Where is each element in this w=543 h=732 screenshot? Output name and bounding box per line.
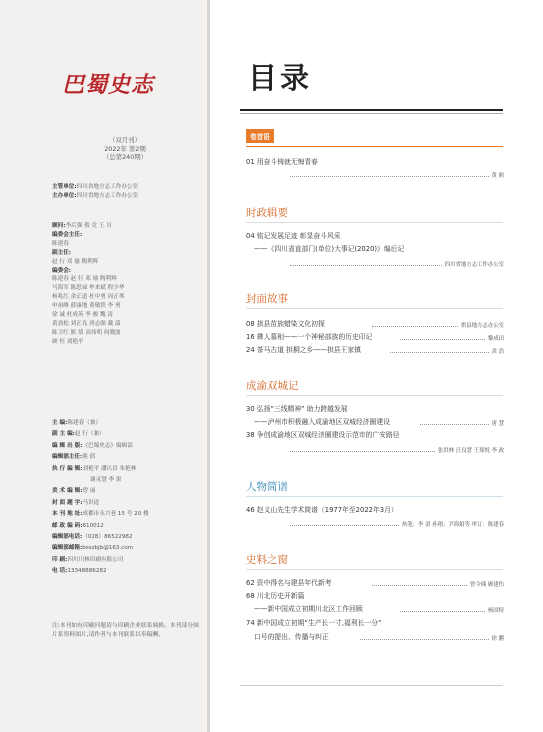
section-rule (246, 308, 503, 309)
toc-author: 执笔：李 滔 孙翔；尹海娟等 审订：陈建春 (401, 522, 504, 528)
editor-line: 印 刷:四川川林印刷有限公司 (52, 556, 124, 563)
section-rule (246, 222, 503, 223)
staff-line: 陈建春 赵 行 邓 瑜 陶利辉 (52, 276, 117, 283)
toc-author: 曾令瑀 顾建伤 (469, 582, 504, 588)
editor-line: 封 面 题 字:马识途 (52, 499, 100, 506)
toc-entry[interactable]: 30 弘扬“三线精神” 助力跨越发展 (246, 405, 348, 413)
sponsor-block (52, 183, 138, 201)
toc-title: 目录 (248, 61, 313, 95)
staff-line: 赵 行 邓 瑜 陶利辉 (52, 258, 99, 265)
toc-leader (290, 446, 504, 454)
toc-entry[interactable]: 38 争创成渝地区双城经济圈建设示范市的广安路径 (246, 431, 400, 439)
section-rule (246, 496, 503, 497)
toc-entry[interactable]: 68 川北历史开新篇 (246, 592, 305, 600)
editor-line: 主 编:陈建春（兼） (52, 420, 101, 426)
toc-entry[interactable]: 16 彝人慕相——一个神秘部族的历史印记 (246, 333, 373, 341)
section-rule (246, 146, 503, 147)
editor-line: 电 话:13348886282 (52, 568, 107, 575)
toc-leader (360, 634, 504, 642)
title-rule-thin (240, 113, 503, 114)
toc-subtitle: ——泸州市积极融入成渝地区双城经济圈建设 (254, 418, 390, 426)
toc-leader (372, 321, 504, 329)
staff-line: 徐 诚 杜成英 李 骏 魏 涛 (52, 312, 114, 319)
toc-leader (400, 334, 504, 342)
editor-line: 美 术 编 辑:曾 丽 (52, 488, 96, 495)
issue-total: （总第240期） (102, 153, 148, 161)
toc-subtitle: ——《四川省直部门(单位)大事记(2020)》编后记 (254, 245, 405, 253)
editor-line: 执 行 编 辑:刘艳平 潘认岩 朱艳林 (52, 465, 137, 472)
staff-line: 编委会主任: (52, 231, 83, 238)
staff-line: 顾问:李后强 蔡 竞 王 川 (52, 223, 112, 229)
section-heading: 人物简谱 (246, 481, 288, 493)
staff-line: 顾 恒 刘艳平 (52, 338, 84, 345)
section-heading: 成渝双城记 (246, 380, 299, 392)
editors-block (52, 418, 149, 578)
section-heading: 封面故事 (246, 293, 288, 305)
section-rule (246, 569, 503, 570)
toc-author: 杨国特 (487, 608, 504, 614)
editor-line: 邮 政 编 码:610012 (52, 522, 104, 529)
editor-line: 谢灵慧 李 果 (90, 477, 122, 484)
toc-author: 黎成田 (487, 336, 504, 342)
toc-author: 张洪林 汪良慧 王郑悦 李 政 (437, 448, 504, 454)
editor-line: 编辑部电话:（028）86522982 (52, 534, 133, 541)
toc-author: 徐 鹏 (491, 636, 504, 642)
copyright-note: 注:本刊如有印刷问题请与印刷企业联系调换。本刊部分图片系资料图片,请作者与本刊联系以奉稿酬。 (52, 623, 199, 639)
magazine-logo: 巴蜀史志 (62, 72, 155, 98)
staff-line: 陈卫红 熊 倩 高伟明 何晓波 (52, 329, 121, 336)
staff-line: 黄劲松 刘正良 唐志强 戴 韶 (52, 320, 121, 327)
toc-leader (400, 606, 504, 614)
sponsor-line: 主办单位:四川省地方志工作办公室 (52, 192, 139, 199)
editor-line: 编 辑 出 版:《巴蜀史志》编辑部 (52, 442, 133, 449)
issue-frequency: （双月刊） (109, 136, 141, 144)
toc-author: 黄 鸥 (491, 173, 504, 179)
toc-leader (372, 580, 504, 588)
toc-leader (290, 520, 504, 528)
bottom-rule (240, 685, 503, 686)
toc-entry[interactable]: 24 茶马古道 拱桐之乡——拱县王家镇 (246, 346, 361, 354)
toc-author: 四川省地方志工作办公室 (444, 262, 504, 268)
staff-line: 杨兆红 余正道 杜中勇 周正琴 (52, 294, 125, 301)
staff-line: 编委会: (52, 267, 72, 274)
staff-line: 陈建春 (52, 240, 69, 247)
toc-leader (420, 419, 504, 427)
sponsor-line: 主管单位:四川省地方志工作办公室 (52, 184, 139, 190)
toc-entry[interactable]: 62 资中得名与建县年代新考 (246, 579, 332, 587)
issue-number: 2022年 第2期 (104, 144, 146, 153)
toc-subtitle: ——新中国成立初期川北区工作回顾 (254, 605, 363, 613)
toc-entry[interactable]: 01 用奋斗铸就无悔青春 (246, 158, 318, 166)
toc-leader (290, 260, 504, 268)
toc-author: 余 浩 (491, 349, 504, 355)
toc-author: 唐 慧 (491, 421, 504, 427)
editor-line: 副 主 编:赵 行（兼） (52, 431, 105, 438)
toc-entry[interactable]: 46 赵义山先生学术简谱（1977年至2022年3月） (246, 506, 398, 514)
toc-entry[interactable]: 08 拱县苗族蜡染文化初探 (246, 320, 325, 328)
issue-info (55, 136, 195, 162)
toc-entry[interactable]: 04 铭记发展足迹 彰显奋斗风采 (246, 232, 341, 240)
toc-entry[interactable]: 74 新中国成立初期“生产长一寸,福利长一分” (246, 619, 382, 627)
title-rule (240, 109, 503, 111)
editor-line: 本 刊 地 址:成都市永兴巷 15 号 20 楼 (52, 511, 149, 518)
staff-block (52, 222, 124, 347)
staff-line: 马海军 陈思禄 牟来斌 程少华 (52, 285, 125, 292)
preface-badge: 卷首语 (246, 129, 274, 143)
toc-subtitle: 口号的提出、传播与纠正 (254, 633, 329, 641)
staff-line: 副主任: (52, 249, 72, 256)
toc-leader (390, 347, 504, 355)
column-divider (207, 0, 210, 732)
section-heading: 时政辑要 (246, 207, 288, 219)
editor-line: 编辑部邮箱:bsszbjb@163.com (52, 545, 134, 552)
staff-line: 申祖峰 薛康地 黄敬铁 李 勇 (52, 303, 121, 310)
toc-author: 拱县地方志办公室 (460, 323, 504, 329)
section-rule (246, 395, 503, 396)
section-heading: 史料之窗 (246, 554, 288, 566)
editor-line: 编辑部主任:熊 倩 (52, 454, 96, 461)
toc-leader (290, 171, 504, 179)
